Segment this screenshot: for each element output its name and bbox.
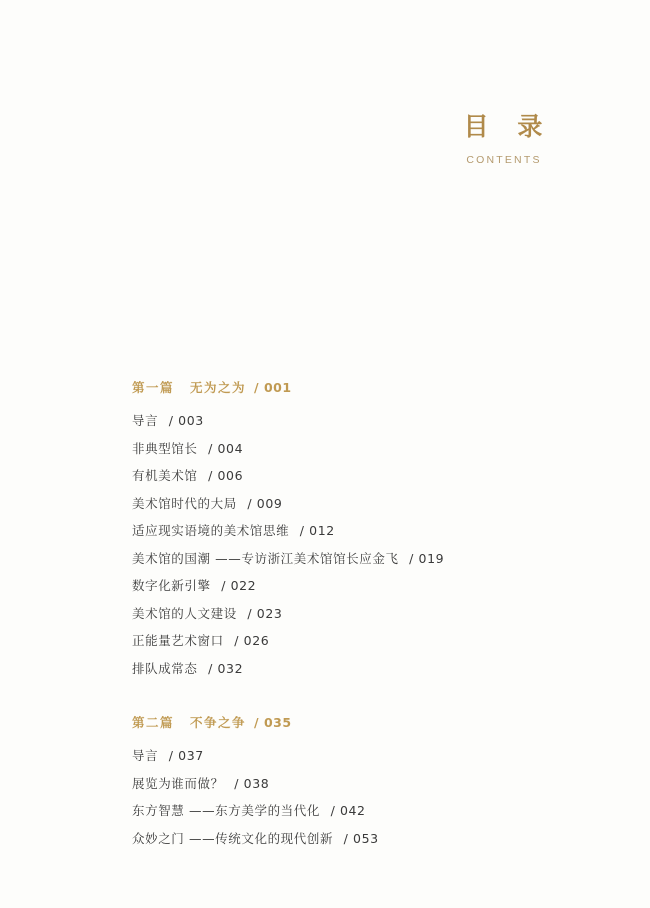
- toc-entry-text: 数字化新引擎: [132, 578, 211, 593]
- toc-section: [132, 378, 582, 675]
- toc-entry-page: / 004: [208, 440, 244, 456]
- toc-entry-text: 众妙之门 ——传统文化的现代创新: [132, 830, 334, 846]
- toc-entry-page: / 037: [168, 748, 204, 763]
- toc-entry[interactable]: [132, 605, 582, 621]
- toc-section-title: 无为之为: [190, 380, 247, 395]
- toc-entry[interactable]: [132, 495, 582, 511]
- toc-entry-page: / 012: [299, 523, 335, 538]
- toc-entry[interactable]: [132, 580, 582, 593]
- toc-entry[interactable]: [132, 805, 582, 818]
- toc-entry-page: / 019: [409, 550, 445, 566]
- toc-entry-page: / 032: [208, 660, 244, 676]
- toc-section-heading: [132, 378, 582, 396]
- toc-section-label: 第二篇: [132, 715, 175, 730]
- toc-entry[interactable]: [132, 635, 582, 648]
- toc-entry-page: / 009: [247, 495, 283, 511]
- page-title-latin: CONTENTS: [466, 154, 542, 166]
- toc-entry-text: 正能量艺术窗口: [132, 633, 224, 648]
- toc-entry[interactable]: [132, 415, 582, 428]
- toc-entry[interactable]: [132, 440, 582, 456]
- toc-entry[interactable]: [132, 775, 582, 791]
- toc-entry-text: 导言: [132, 413, 159, 428]
- toc-entry-text: 非典型馆长: [132, 440, 198, 456]
- toc-entry-page: / 003: [168, 413, 204, 428]
- toc-entry-page: / 053: [343, 830, 379, 846]
- toc-entry-page: / 022: [221, 578, 257, 593]
- toc-entry[interactable]: [132, 750, 582, 763]
- toc-entry[interactable]: [132, 830, 582, 846]
- toc-section-label: 第一篇: [132, 380, 175, 395]
- toc-entry[interactable]: [132, 550, 582, 566]
- toc-entry-text: 排队成常态: [132, 660, 198, 676]
- toc-entry-text: 美术馆的人文建设: [132, 605, 237, 621]
- toc-section-page: / 001: [254, 380, 292, 395]
- toc-entry-page: / 038: [234, 775, 270, 791]
- table-of-contents: [132, 378, 582, 871]
- toc-entry-page: / 006: [208, 468, 244, 483]
- toc-section-page: / 035: [254, 715, 292, 730]
- toc-entry-text: 有机美术馆: [132, 468, 198, 483]
- toc-entry[interactable]: [132, 470, 582, 483]
- page-title-block: [418, 112, 588, 166]
- toc-entry-text: 美术馆时代的大局: [132, 495, 237, 511]
- toc-entry-text: 导言: [132, 748, 159, 763]
- toc-entry-page: / 026: [234, 633, 270, 648]
- page-title: 目 录: [463, 112, 553, 141]
- toc-entry-text: 东方智慧 ——东方美学的当代化: [132, 803, 320, 818]
- toc-entry-page: / 042: [330, 803, 366, 818]
- toc-entry[interactable]: [132, 525, 582, 538]
- toc-entry-text: 展览为谁而做？: [132, 775, 224, 791]
- toc-entry[interactable]: [132, 660, 582, 676]
- toc-section-title: 不争之争: [190, 715, 247, 730]
- toc-section: [132, 713, 582, 845]
- toc-entry-page: / 023: [247, 605, 283, 621]
- toc-entry-text: 美术馆的国潮 ——专访浙江美术馆馆长应金飞: [132, 550, 399, 566]
- toc-section-heading: [132, 713, 582, 731]
- toc-entry-text: 适应现实语境的美术馆思维: [132, 523, 290, 538]
